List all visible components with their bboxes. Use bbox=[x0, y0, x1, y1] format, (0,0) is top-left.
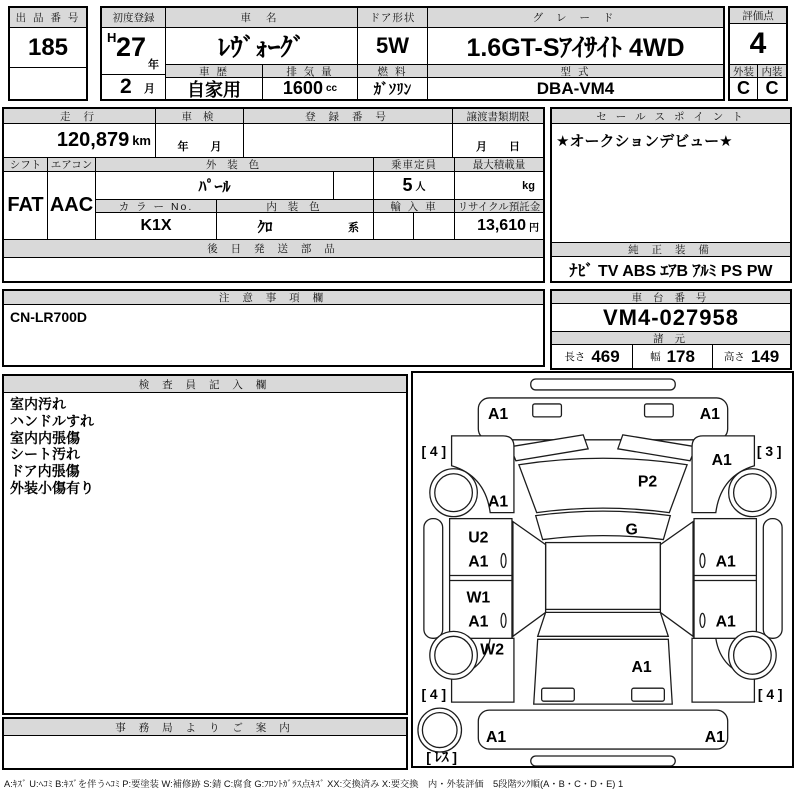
damage-mark-a1: A1 bbox=[487, 493, 509, 511]
side-glass-right bbox=[660, 522, 693, 637]
damage-mark-a1: A1 bbox=[468, 553, 489, 571]
side-rail-right bbox=[763, 519, 782, 639]
model-code-value: DBA-VM4 bbox=[536, 78, 615, 98]
damage-mark-w1: W1 bbox=[466, 589, 491, 607]
vehicle-header-table bbox=[100, 6, 725, 101]
aircon-value: AAC bbox=[48, 172, 96, 240]
later-parts-value bbox=[4, 258, 543, 281]
damage-mark-a1: A1 bbox=[486, 729, 507, 747]
color-no-value: K1X bbox=[96, 213, 217, 240]
import-car-cell-1 bbox=[374, 213, 414, 240]
import-car-header: 輸 入 車 bbox=[374, 200, 455, 213]
displacement-header: 排 気 量 bbox=[263, 65, 358, 78]
rear-window bbox=[538, 612, 669, 636]
rear-reflector-left bbox=[542, 688, 575, 701]
caution-text: CN-LR700D bbox=[10, 309, 88, 325]
chassis-number: VM4-027958 bbox=[552, 304, 790, 332]
lot-box bbox=[8, 6, 88, 101]
interior-grade: C bbox=[765, 78, 779, 98]
lot-empty-cell bbox=[10, 68, 86, 99]
damage-mark-a1: A1 bbox=[704, 729, 725, 747]
mileage-header: 走 行 bbox=[4, 109, 156, 124]
displacement-value: 1600 cc bbox=[263, 78, 358, 99]
damage-mark-a1: A1 bbox=[715, 553, 736, 571]
ext-color-header: 外 装 色 bbox=[96, 158, 374, 172]
windshield bbox=[536, 511, 671, 539]
score-box bbox=[728, 6, 788, 101]
caution-header: 注 意 事 項 欄 bbox=[4, 291, 543, 305]
ext-color-subcell bbox=[334, 172, 374, 200]
door-handle-rl bbox=[501, 613, 506, 627]
chassis-box bbox=[550, 289, 792, 370]
tire-mark: [ 4 ] bbox=[421, 442, 447, 459]
tire-mark: [ 4 ] bbox=[757, 686, 783, 703]
tire-mark: [ 3 ] bbox=[756, 442, 782, 459]
exterior-header: 外装 bbox=[730, 65, 758, 78]
first-reg-year-cell bbox=[102, 28, 166, 75]
side-glass-left bbox=[513, 522, 546, 637]
damage-mark-u2: U2 bbox=[468, 529, 489, 547]
history-header: 車 歴 bbox=[166, 65, 263, 78]
color-no-header: カ ラ ー No. bbox=[96, 200, 217, 213]
first-reg-month-cell bbox=[102, 75, 166, 99]
spec-width-cell bbox=[633, 345, 713, 368]
grade-header: グ レ ー ド bbox=[428, 8, 723, 28]
first-reg-month-suffix: 月 bbox=[144, 83, 155, 95]
score-value: 4 bbox=[730, 24, 786, 65]
office-box bbox=[2, 717, 408, 770]
exterior-grade: C bbox=[730, 78, 758, 99]
mileage-value: 120,879 km bbox=[4, 124, 156, 158]
score-header: 評価点 bbox=[730, 8, 786, 24]
damage-mark-a1: A1 bbox=[487, 405, 509, 423]
roof bbox=[546, 543, 661, 610]
front-fog-right bbox=[645, 404, 674, 417]
capacity-header: 乗車定員 bbox=[374, 158, 455, 172]
spec-height-value: 149 bbox=[750, 346, 780, 366]
inspection-value: 年 月 bbox=[156, 124, 244, 158]
spec-width-label: 幅 bbox=[650, 351, 661, 363]
chassis-header: 車 台 番 号 bbox=[552, 291, 790, 304]
int-color-header: 内 装 色 bbox=[217, 200, 374, 213]
first-reg-year-suffix: 年 bbox=[148, 59, 159, 71]
spec-height-cell bbox=[713, 345, 790, 368]
equipment-header: 純 正 装 備 bbox=[552, 242, 790, 257]
mileage-unit: km bbox=[132, 133, 151, 148]
interior-header: 内装 bbox=[758, 65, 786, 78]
equipment-list: ﾅﾋﾞ TV ABS ｴｱB ｱﾙﾐ PS PW bbox=[569, 262, 773, 280]
car-name-value: ﾚｳﾞｫｰｸﾞ bbox=[166, 28, 358, 65]
displacement-unit: cc bbox=[325, 83, 338, 94]
spec-length-cell bbox=[552, 345, 633, 368]
damage-mark-a1: A1 bbox=[468, 613, 489, 631]
spec-length-label: 長さ bbox=[564, 351, 586, 363]
sales-point-text: ★オークションデビュー★ bbox=[556, 133, 733, 150]
recycle-header: リサイクル預託金 bbox=[455, 200, 543, 213]
grade-value: 1.6GT-Sｱｲｻｲﾄ 4WD bbox=[428, 28, 723, 65]
ext-color-value: ﾊﾟｰﾙ bbox=[96, 172, 334, 200]
shift-value: FAT bbox=[4, 172, 48, 240]
damage-mark-g: G bbox=[625, 521, 638, 539]
transfer-value: 月 日 bbox=[453, 124, 543, 158]
door-shape-header: ドア形状 bbox=[358, 8, 428, 28]
shift-header: シフト bbox=[4, 158, 48, 172]
door-handle-rr bbox=[700, 613, 705, 627]
tire-mark: [ ﾚｽ ] bbox=[426, 748, 458, 766]
int-color-value: ｸﾛ 系 bbox=[217, 213, 374, 240]
rear-bumper bbox=[478, 710, 727, 749]
inspector-note-line: ドア内張傷 bbox=[10, 463, 80, 480]
tire-mark: [ 4 ] bbox=[421, 686, 447, 703]
door-handle-fl bbox=[501, 554, 506, 568]
first-reg-year: 27 bbox=[116, 32, 147, 62]
first-reg-header: 初度登録 bbox=[102, 8, 166, 28]
capacity-value: 5 人 bbox=[374, 172, 455, 200]
capacity-unit: 人 bbox=[415, 182, 426, 193]
inspector-note-line: 外装小傷有り bbox=[10, 479, 94, 496]
damage-code-legend: A:ｷｽﾞ U:ﾍｺﾐ B:ｷｽﾞを伴うﾍｺﾐ P:要塗装 W:補修跡 S:錆 C:腐食 G:ﾌﾛﾝﾄｶﾞﾗｽ点ｷｽﾞ XX:交換済み X:要交換 内・外装評価 5段階ﾗﾝｸ順(A・B・C・D・E) 1 bbox=[4, 779, 624, 789]
model-code-header: 型 式 bbox=[428, 65, 723, 78]
door-handle-fr bbox=[700, 554, 705, 568]
front-plate bbox=[531, 379, 675, 390]
sales-point-box bbox=[550, 107, 792, 283]
damage-mark-a1: A1 bbox=[711, 451, 732, 469]
fuel-value: ｶﾞｿﾘﾝ bbox=[358, 78, 428, 99]
rear-plate bbox=[531, 756, 675, 766]
front-fog-left bbox=[533, 404, 562, 417]
first-reg-month: 2 bbox=[120, 75, 132, 98]
later-parts-header: 後 日 発 送 部 品 bbox=[4, 240, 543, 258]
recycle-unit: 円 bbox=[529, 222, 539, 234]
spec-width-value: 178 bbox=[666, 346, 695, 366]
office-text bbox=[4, 736, 406, 768]
max-load-value: kg bbox=[455, 172, 543, 200]
transfer-header: 譲渡書類期限 bbox=[453, 109, 543, 124]
reg-no-header: 登 録 番 号 bbox=[244, 109, 453, 124]
history-value: 自家用 bbox=[166, 78, 263, 99]
damage-mark-a1: A1 bbox=[715, 613, 736, 631]
side-rail-left bbox=[424, 519, 443, 639]
fuel-header: 燃 料 bbox=[358, 65, 428, 78]
caution-box bbox=[2, 289, 545, 367]
first-reg-era: H bbox=[107, 30, 117, 45]
front-bumper bbox=[478, 398, 727, 440]
inspector-box bbox=[2, 374, 408, 715]
lot-number: 185 bbox=[10, 28, 86, 68]
damage-mark-p2: P2 bbox=[637, 473, 658, 491]
spec-length-value: 469 bbox=[591, 346, 620, 366]
car-name-header: 車 名 bbox=[166, 8, 358, 28]
hood bbox=[519, 458, 687, 512]
inspector-lines bbox=[10, 396, 402, 497]
max-load-header: 最大積載量 bbox=[455, 158, 543, 172]
inspector-note-line: 室内汚れ bbox=[10, 396, 66, 412]
inspector-note-line: ハンドルすれ bbox=[10, 412, 94, 429]
damage-mark-a1: A1 bbox=[631, 659, 652, 677]
car-top-view-diagram bbox=[413, 373, 792, 766]
recycle-value: 13,610 円 bbox=[455, 213, 543, 240]
damage-diagram-panel bbox=[411, 371, 794, 768]
sales-point-header: セ ー ル ス ポ イ ン ト bbox=[552, 109, 790, 124]
import-car-cell-2 bbox=[414, 213, 455, 240]
reg-no-value bbox=[244, 124, 453, 158]
office-header: 事 務 局 よ り ご 案 内 bbox=[4, 719, 406, 736]
door-shape-value: 5W bbox=[358, 28, 428, 65]
spec-height-label: 高さ bbox=[723, 351, 745, 363]
specs-header: 諸 元 bbox=[552, 332, 790, 345]
inspection-header: 車 検 bbox=[156, 109, 244, 124]
int-color-suffix: 系 bbox=[348, 222, 359, 234]
damage-mark-a1: A1 bbox=[699, 405, 720, 423]
inspector-header: 検 査 員 記 入 欄 bbox=[4, 376, 406, 393]
lot-header: 出 品 番 号 bbox=[10, 8, 86, 28]
damage-mark-w2: W2 bbox=[480, 641, 505, 659]
rear-reflector-right bbox=[632, 688, 665, 701]
inspector-note-line: 室内内張傷 bbox=[10, 429, 80, 446]
aircon-header: エアコン bbox=[48, 158, 96, 172]
info-table bbox=[2, 107, 545, 283]
inspector-note-line: シート汚れ bbox=[10, 446, 80, 463]
